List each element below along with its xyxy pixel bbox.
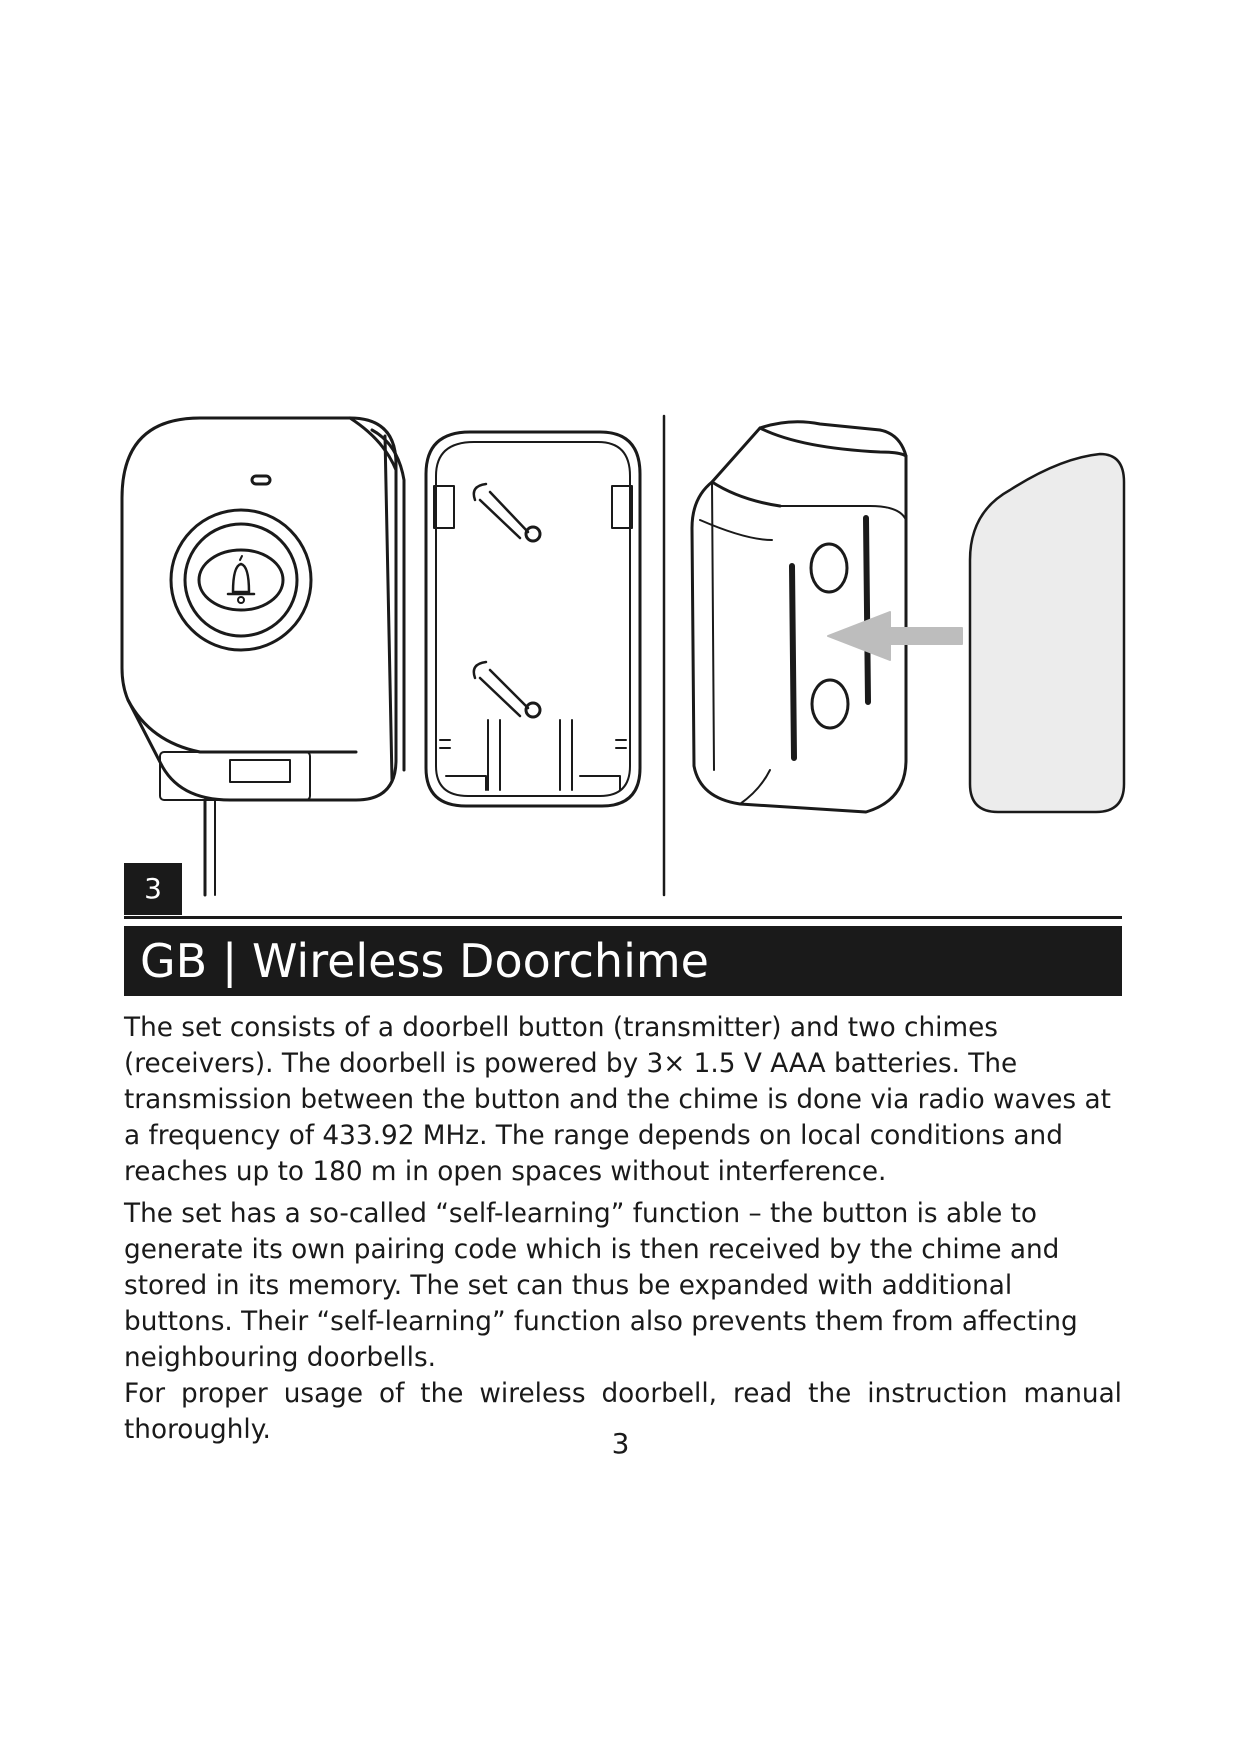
chime-receiver-icon <box>692 422 906 812</box>
header-rule <box>124 916 1122 919</box>
paragraph-manual-note: For proper usage of the wireless doorbell, read the instruction manual thoroughly. <box>124 1379 1122 1445</box>
figure-number-tag: 3 <box>124 863 182 915</box>
section-title: GB | Wireless Doorchime <box>140 934 709 988</box>
page-number: 3 <box>611 1427 630 1460</box>
arrow-left-icon <box>828 612 962 660</box>
section-header <box>124 926 1122 996</box>
doorbell-button-icon <box>122 418 404 895</box>
body-text <box>124 1010 1122 1448</box>
paragraph-intro: The set consists of a doorbell button (transmitter) and two chimes (receivers). The doorbell is powered by 3× 1.5 V AAA batteries. The transmission between the button and the chime is done via radio waves at a frequency of 433.92 MHz. The range depends on local conditions and reaches up to 180 m in open spaces without interference. <box>124 1013 1111 1187</box>
mounting-bracket-icon <box>426 432 640 806</box>
paragraph-self-learning: The set has a so-called “self-learning” function – the button is able to generate its own pairing code which is then received by the chime and stored in its memory. The set can thus be expanded with additional buttons. Their “self-learning” function also prevents them from affecting neighbouring doorbells. <box>124 1199 1078 1373</box>
adhesive-pad-icon <box>970 454 1124 812</box>
